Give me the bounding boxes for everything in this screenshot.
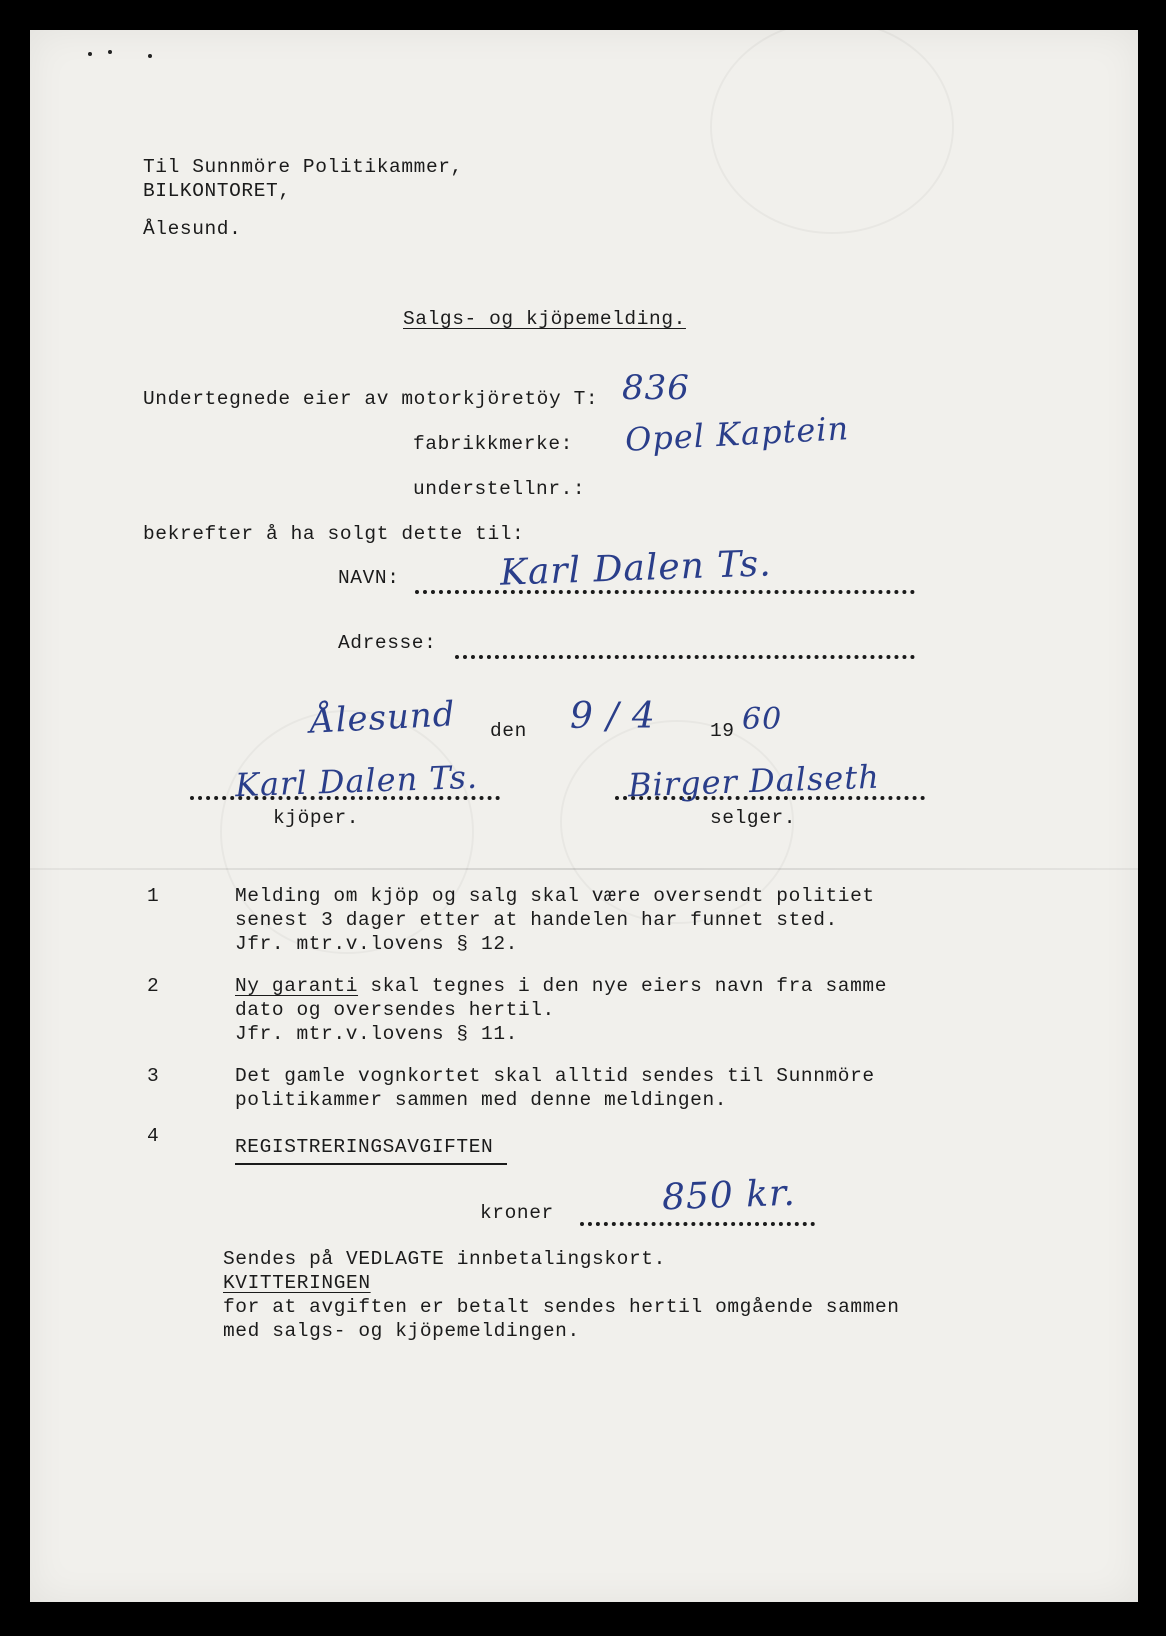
- seller-signature: Birger Dalseth: [627, 757, 881, 805]
- name-dotted-line: [415, 590, 915, 594]
- kroner-label: kroner: [480, 1202, 554, 1224]
- note-line: Jfr. mtr.v.lovens § 11.: [235, 1023, 518, 1045]
- address-label: Adresse:: [338, 632, 437, 654]
- sale-confirmation-label: bekrefter å ha solgt dette til:: [143, 523, 525, 545]
- year-suffix-handwritten: 60: [742, 702, 783, 737]
- buyer-signature: Karl Dalen Ts.: [234, 757, 479, 805]
- year-prefix: 19: [710, 720, 735, 742]
- buyer-name-handwritten: Karl Dalen Ts.: [499, 543, 773, 594]
- note-number: 2: [147, 975, 160, 997]
- den-label: den: [490, 720, 527, 742]
- ink-speck: [88, 52, 92, 56]
- ink-speck: [108, 50, 112, 54]
- vehicle-intro-label: Undertegnede eier av motorkjöretöy T:: [143, 388, 599, 410]
- note-number: 1: [147, 885, 160, 907]
- embossed-seal-top: [710, 20, 954, 234]
- addressee-line-3: Ålesund.: [143, 218, 242, 240]
- day-month-handwritten: 9 / 4: [570, 696, 656, 737]
- footer-line-4: med salgs- og kjöpemeldingen.: [223, 1320, 580, 1342]
- place-handwritten: Ålesund: [309, 694, 457, 742]
- note-line: Det gamle vognkortet skal alltid sendes til Sunnmöre: [235, 1065, 875, 1087]
- ink-speck: [148, 54, 152, 58]
- paper-fold-line: [30, 868, 1138, 870]
- note-line: Jfr. mtr.v.lovens § 12.: [235, 933, 518, 955]
- name-label: NAVN:: [338, 567, 400, 589]
- chassis-number-label: understellnr.:: [413, 478, 586, 500]
- document-title: Salgs- og kjöpemelding.: [403, 308, 686, 330]
- addressee-line-1: Til Sunnmöre Politikammer,: [143, 156, 463, 178]
- fee-dotted-line: [580, 1222, 815, 1226]
- addressee-line-2: BILKONTORET,: [143, 180, 291, 202]
- footer-line-1: Sendes på VEDLAGTE innbetalingskort.: [223, 1248, 666, 1270]
- note-line: politikammer sammen med denne meldingen.: [235, 1089, 728, 1111]
- footer-line-3: for at avgiften er betalt sendes hertil omgående sammen: [223, 1296, 900, 1318]
- note-line: senest 3 dager etter at handelen har funnet sted.: [235, 909, 838, 931]
- make-label: fabrikkmerke:: [413, 433, 573, 455]
- address-dotted-line: [455, 655, 915, 659]
- footer-receipt-heading: KVITTERINGEN: [223, 1272, 371, 1294]
- note-line-rest: skal tegnes i den nye eiers navn fra samme: [358, 975, 888, 997]
- registration-number-handwritten: 836: [622, 368, 690, 408]
- fee-amount-handwritten: 850 kr.: [661, 1172, 797, 1219]
- new-guarantee-underlined: Ny garanti: [235, 975, 359, 997]
- document-page: [30, 30, 1138, 1602]
- note-number: 3: [147, 1065, 160, 1087]
- buyer-label: kjöper.: [273, 807, 360, 829]
- note-number: 4: [147, 1125, 160, 1147]
- make-handwritten: Opel Kaptein: [624, 409, 851, 459]
- note-line: dato og oversendes hertil.: [235, 999, 555, 1021]
- registration-fee-heading: REGISTRERINGSAVGIFTEN: [235, 1136, 494, 1158]
- note-line: [235, 975, 887, 997]
- registration-fee-heading-rule: [235, 1163, 507, 1165]
- seller-label: selger.: [710, 807, 797, 829]
- note-line: Melding om kjöp og salg skal være oversendt politiet: [235, 885, 875, 907]
